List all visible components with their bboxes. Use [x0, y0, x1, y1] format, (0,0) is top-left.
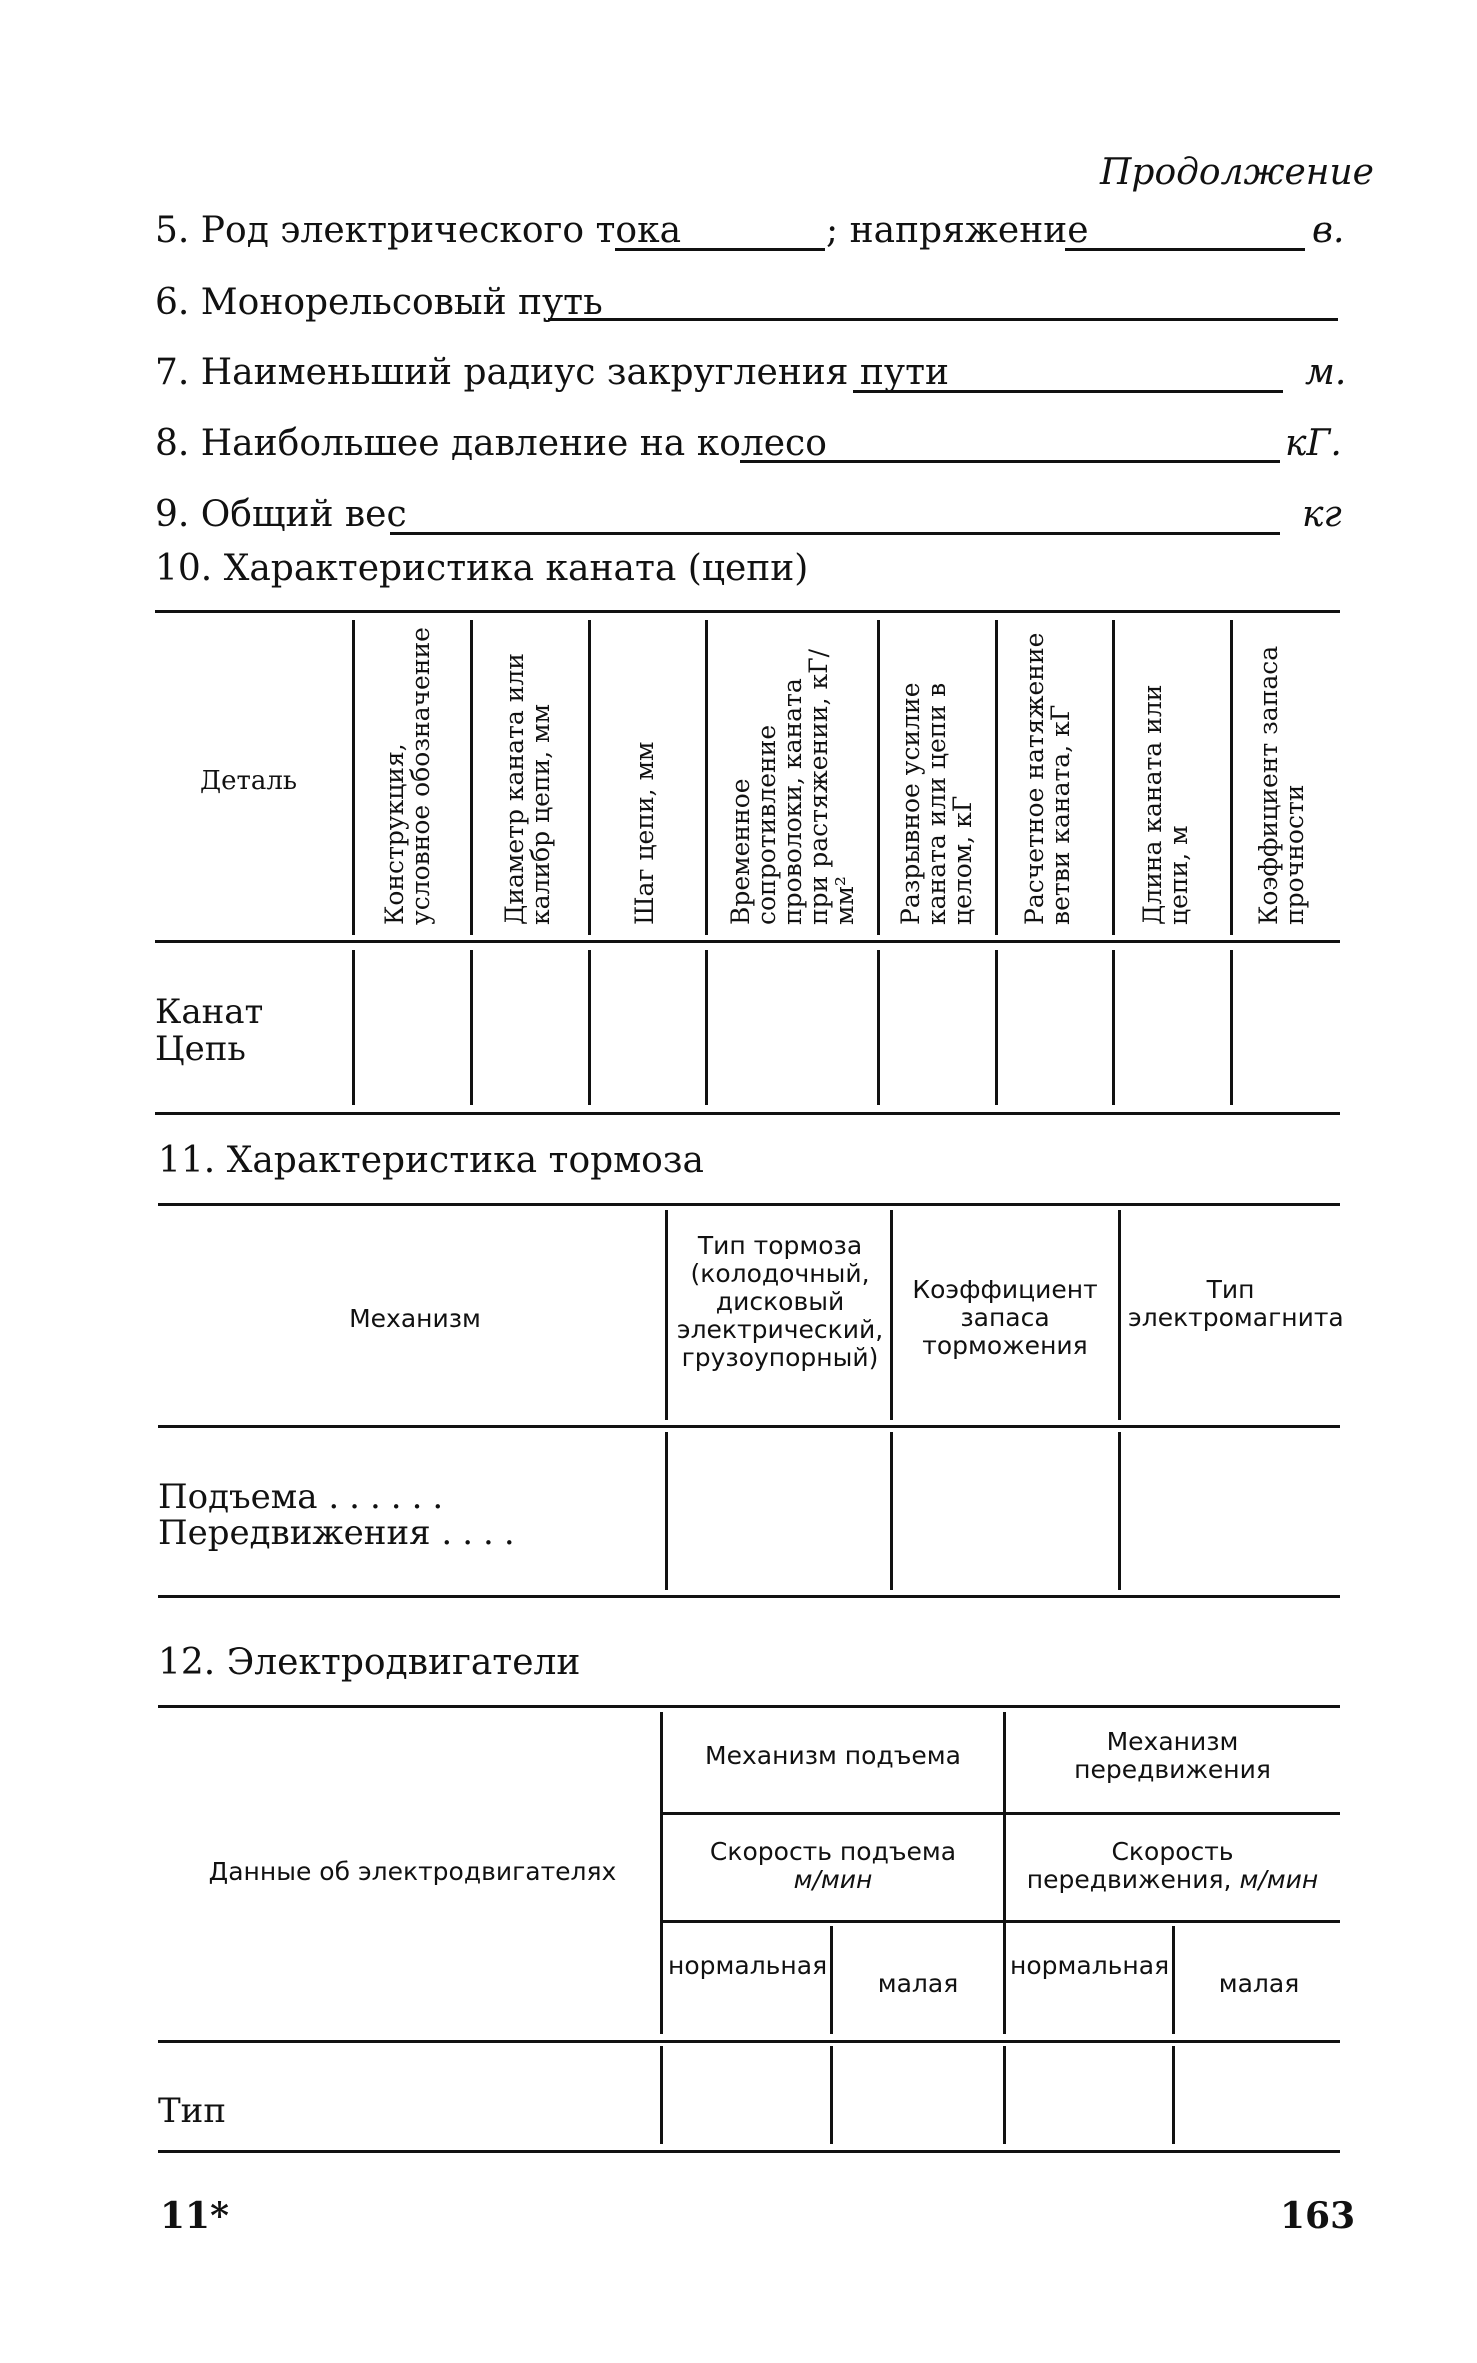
item-12-title: 12. Электродвигатели — [158, 1642, 581, 1683]
table11-row-lift: Подъема ...... — [158, 1477, 454, 1517]
table10-col-length: Длина каната или цепи, м — [1138, 684, 1193, 925]
signature-mark: 11* — [160, 2195, 229, 2237]
table11-brake-type-header: Тип тормоза (колодочный, дисковый электрический, грузоупорный) — [676, 1231, 884, 1372]
item-10-title: 10. Характеристика каната (цепи) — [155, 548, 809, 589]
table12-data-header: Данные об электродвигателях — [208, 1857, 617, 1886]
table12-row-type: Тип — [158, 2091, 226, 2131]
item-9-label: 9. Общий вес — [155, 494, 407, 535]
table12-travel-normal-header: нормальная — [1010, 1951, 1170, 1980]
table12-lift-low-header: малая — [877, 1969, 959, 1998]
item-5-label: 5. Род электрического тока — [155, 210, 682, 251]
item-7-label: 7. Наименьший радиус закругления пути — [155, 352, 949, 393]
item-8-blank[interactable] — [740, 460, 1280, 463]
item-5-voltage-blank[interactable] — [1065, 248, 1305, 251]
continuation-label: Продолжение — [1100, 152, 1374, 193]
item-8-label: 8. Наибольшее давление на колесо — [155, 423, 827, 464]
item-7-blank[interactable] — [853, 390, 1283, 393]
table11-magnet-type-header: Тип электромагнита — [1128, 1275, 1344, 1332]
table10-col-construction: Конструкция, условное обозначение — [380, 627, 435, 925]
table11-row-travel: Передвижения .... — [158, 1513, 525, 1553]
table11-mechanism-header: Механизм — [349, 1304, 481, 1333]
table10-col-tensile-strength: Временное сопротивление проволоки, каната при растяжении, кГ/мм² — [726, 648, 859, 925]
table10-col-diameter: Диаметр каната или калибр цепи, мм — [500, 653, 555, 925]
page-number: 163 — [1280, 2195, 1356, 2237]
table10-col-pitch: Шаг цепи, мм — [630, 741, 659, 925]
item-7-unit: м. — [1305, 352, 1347, 393]
item-9-blank[interactable] — [390, 532, 1280, 535]
table12-travel-speed-header: Скорость передвижения, м/мин — [1026, 1837, 1319, 1894]
table10-col-breaking-force: Разрывное усилие каната или цепи в целом, кГ — [896, 682, 977, 925]
table12-lift-speed-header: Скорость подъема м/мин — [709, 1837, 957, 1894]
item-5-current-blank[interactable] — [615, 248, 825, 251]
item-9-unit: кг — [1302, 494, 1342, 535]
table10-row-chain: Цепь — [155, 1029, 246, 1069]
item-8-unit: кГ. — [1285, 423, 1342, 464]
table11-brake-coef-header: Коэффициент запаса торможения — [912, 1275, 1098, 1360]
item-6-label: 6. Монорельсовый путь — [155, 282, 603, 323]
table12-lift-normal-header: нормальная — [668, 1951, 828, 1980]
table12-lift-mechanism-header: Механизм подъема — [705, 1741, 961, 1770]
table10-col-safety-factor: Коэффициент запаса прочности — [1254, 645, 1309, 925]
item-11-title: 11. Характеристика тормоза — [158, 1140, 704, 1181]
item-5-unit: в. — [1312, 210, 1345, 251]
table10-col-design-tension: Расчетное натяжение ветви каната, кГ — [1020, 632, 1075, 925]
item-6-blank[interactable] — [548, 318, 1338, 321]
table10-detail-header: Деталь — [200, 766, 298, 796]
item-5-separator: ; напряжение — [826, 210, 1089, 251]
table12-travel-low-header: малая — [1218, 1969, 1300, 1998]
table10-row-rope: Канат — [155, 992, 264, 1032]
table12-travel-mechanism-header: Механизм передвижения — [1074, 1727, 1271, 1784]
